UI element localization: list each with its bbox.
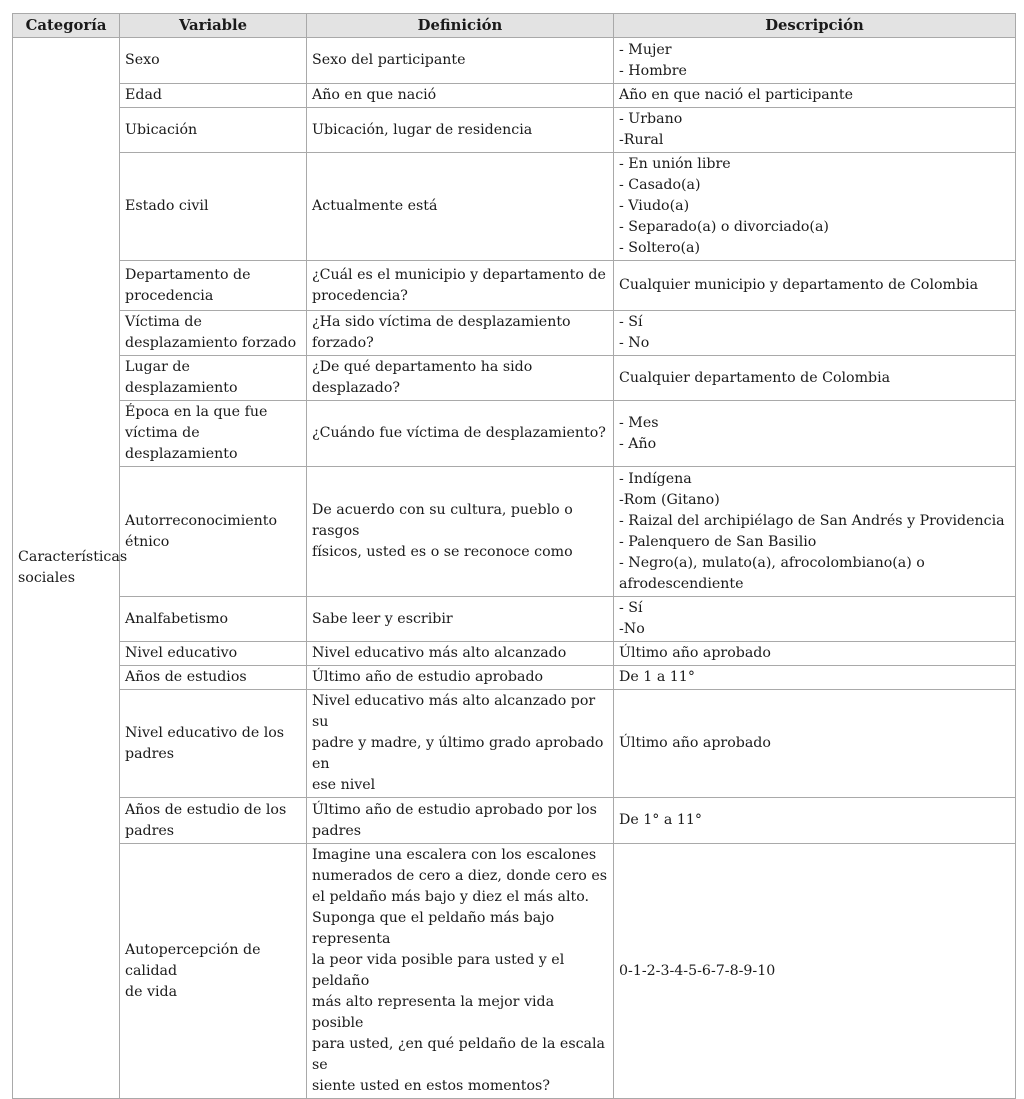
cell-line: Época en la que fue bbox=[125, 404, 268, 420]
cell-line: Edad bbox=[125, 87, 162, 103]
variable-cell bbox=[120, 153, 307, 261]
header-definicion: Definición bbox=[307, 14, 614, 38]
variable-cell bbox=[120, 84, 307, 108]
table-row bbox=[13, 401, 1016, 467]
description-cell bbox=[614, 467, 1016, 597]
cell-line: Sexo del participante bbox=[312, 52, 466, 68]
cell-line: - Negro(a), mulato(a), afrocolombiano(a) o bbox=[619, 554, 925, 571]
cell-line: -No bbox=[619, 621, 645, 637]
table-row bbox=[13, 84, 1016, 108]
table-row bbox=[13, 153, 1016, 261]
cell-line: Cualquier municipio y departamento de Colombia bbox=[619, 277, 979, 293]
cell-line: Lugar de desplazamiento bbox=[125, 359, 238, 396]
cell-line: Autopercepción de calidad bbox=[125, 941, 261, 979]
cell-line: padres bbox=[125, 745, 175, 762]
table-row bbox=[13, 38, 1016, 84]
variable-cell bbox=[120, 356, 307, 401]
variable-cell bbox=[120, 798, 307, 844]
description-cell bbox=[614, 642, 1016, 666]
cell-line: Departamento de bbox=[125, 266, 251, 283]
definition-cell bbox=[307, 153, 614, 261]
cell-line: Estado civil bbox=[125, 198, 209, 214]
cell-line: padre y madre, y último grado aprobado en bbox=[312, 735, 604, 772]
cell-line: Cualquier departamento de Colombia bbox=[619, 369, 891, 386]
table-row bbox=[13, 666, 1016, 690]
category-cell bbox=[13, 38, 128, 1099]
cell-line: desplazamiento forzado bbox=[125, 335, 297, 351]
variable-cell bbox=[120, 844, 307, 1099]
definition-cell bbox=[307, 38, 614, 84]
table-row bbox=[13, 356, 1016, 401]
cell-line: más alto representa la mejor vida posible bbox=[312, 994, 555, 1031]
definition-cell bbox=[307, 642, 614, 666]
cell-line: Ubicación, lugar de residencia bbox=[312, 121, 533, 138]
description-cell bbox=[614, 401, 1016, 467]
variables-table bbox=[12, 13, 1016, 1099]
cell-line: -Rural bbox=[619, 132, 664, 148]
cell-line: siente usted en estos momentos? bbox=[312, 1078, 550, 1094]
cell-line: para usted, ¿en qué peldaño de la escala se bbox=[312, 1036, 605, 1073]
variable-cell bbox=[120, 108, 307, 153]
table-row bbox=[13, 467, 1016, 597]
cell-line: Nivel educativo bbox=[125, 645, 238, 661]
definition-cell bbox=[307, 108, 614, 153]
cell-line: - Hombre bbox=[619, 62, 687, 79]
header-descripcion: Descripción bbox=[614, 14, 1016, 38]
cell-line: - Separado(a) o divorciado(a) bbox=[619, 219, 829, 235]
cell-line: ¿Cuándo fue víctima de desplazamiento? bbox=[312, 425, 606, 441]
cell-line: físicos, usted es o se reconoce como bbox=[312, 544, 573, 560]
cell-line: - Viudo(a) bbox=[619, 198, 690, 214]
cell-line: - Sí bbox=[619, 314, 643, 330]
cell-line: Autorreconocimiento bbox=[125, 512, 278, 529]
definition-cell bbox=[307, 467, 614, 597]
cell-line: - Palenquero de San Basilio bbox=[619, 533, 817, 550]
cell-line: víctima de desplazamiento bbox=[125, 425, 238, 462]
cell-line: el peldaño más bajo y diez el más alto. bbox=[312, 889, 590, 905]
variable-cell bbox=[120, 690, 307, 798]
cell-line: - Soltero(a) bbox=[619, 240, 701, 256]
header-categoria: Categoría bbox=[13, 14, 120, 38]
variables-table-container bbox=[12, 13, 1015, 1099]
cell-line: procedencia? bbox=[312, 287, 408, 304]
cell-line: 0-1-2-3-4-5-6-7-8-9-10 bbox=[619, 962, 776, 979]
cell-line: De acuerdo con su cultura, pueblo o rasgos bbox=[312, 502, 573, 539]
description-cell bbox=[614, 356, 1016, 401]
description-cell bbox=[614, 261, 1016, 311]
cell-line: - En unión libre bbox=[619, 156, 731, 172]
definition-cell bbox=[307, 356, 614, 401]
cell-line: -Rom (Gitano) bbox=[619, 491, 720, 508]
cell-line: forzado? bbox=[312, 335, 374, 351]
definition-cell bbox=[307, 690, 614, 798]
cell-line: Años de estudios bbox=[125, 669, 247, 685]
cell-line: - Indígena bbox=[619, 470, 692, 487]
table-row bbox=[13, 108, 1016, 153]
cell-line: procedencia bbox=[125, 287, 214, 304]
description-cell bbox=[614, 597, 1016, 642]
table-row bbox=[13, 690, 1016, 798]
cell-line: ¿Cuál es el municipio y departamento de bbox=[312, 266, 606, 283]
cell-line: afrodescendiente bbox=[619, 575, 744, 592]
variable-cell bbox=[120, 401, 307, 467]
variable-cell bbox=[120, 597, 307, 642]
cell-line: Suponga que el peldaño más bajo representa bbox=[312, 910, 555, 947]
cell-line: la peor vida posible para usted y el peldaño bbox=[312, 952, 565, 989]
header-row bbox=[13, 14, 1016, 38]
variable-cell bbox=[120, 311, 307, 356]
definition-cell bbox=[307, 844, 614, 1099]
definition-cell bbox=[307, 798, 614, 844]
variable-cell bbox=[120, 38, 307, 84]
cell-line: ¿De qué departamento ha sido desplazado? bbox=[312, 359, 533, 396]
table-row bbox=[13, 642, 1016, 666]
definition-cell bbox=[307, 84, 614, 108]
cell-line: Víctima de bbox=[125, 314, 202, 330]
cell-line: Último año de estudio aprobado bbox=[312, 669, 544, 685]
cell-line: Sabe leer y escribir bbox=[312, 610, 453, 627]
definition-cell bbox=[307, 261, 614, 311]
variable-cell bbox=[120, 261, 307, 311]
cell-line: numerados de cero a diez, donde cero es bbox=[312, 868, 608, 884]
cell-line: Nivel educativo más alto alcanzado por su bbox=[312, 693, 596, 730]
cell-line: Analfabetismo bbox=[125, 610, 229, 627]
table-body bbox=[13, 38, 1016, 1099]
cell-line: - Urbano bbox=[619, 111, 683, 127]
description-cell bbox=[614, 844, 1016, 1099]
variable-cell bbox=[120, 467, 307, 597]
description-cell bbox=[614, 153, 1016, 261]
table-row bbox=[13, 597, 1016, 642]
definition-cell bbox=[307, 311, 614, 356]
cell-line: - No bbox=[619, 335, 650, 351]
cell-line: Actualmente está bbox=[312, 198, 438, 214]
cell-line: - Sí bbox=[619, 600, 643, 616]
cell-line: ¿Ha sido víctima de desplazamiento bbox=[312, 314, 571, 330]
cell-line: de vida bbox=[125, 983, 178, 1000]
description-cell bbox=[614, 666, 1016, 690]
definition-cell bbox=[307, 401, 614, 467]
description-cell bbox=[614, 38, 1016, 84]
definition-cell bbox=[307, 666, 614, 690]
cell-line: - Mes bbox=[619, 414, 659, 431]
cell-line: Nivel educativo de los bbox=[125, 724, 285, 741]
cell-line: Características bbox=[18, 549, 128, 565]
cell-line: Sexo bbox=[125, 52, 160, 68]
cell-line: padres bbox=[125, 822, 175, 839]
cell-line: De 1° a 11° bbox=[619, 812, 703, 828]
description-cell bbox=[614, 690, 1016, 798]
description-cell bbox=[614, 108, 1016, 153]
description-cell bbox=[614, 84, 1016, 108]
description-cell bbox=[614, 311, 1016, 356]
cell-line: Ubicación bbox=[125, 121, 198, 138]
table-row bbox=[13, 798, 1016, 844]
cell-line: Último año aprobado bbox=[619, 735, 771, 751]
cell-line: - Casado(a) bbox=[619, 177, 701, 193]
cell-line: - Raizal del archipiélago de San Andrés y Providencia bbox=[619, 512, 1005, 529]
variable-cell bbox=[120, 666, 307, 690]
cell-line: Año en que nació el participante bbox=[619, 87, 853, 103]
cell-line: Último año de estudio aprobado por los bbox=[312, 801, 597, 818]
description-cell bbox=[614, 798, 1016, 844]
table-row bbox=[13, 311, 1016, 356]
cell-line: Último año aprobado bbox=[619, 645, 771, 661]
cell-line: De 1 a 11° bbox=[619, 669, 695, 685]
variable-cell bbox=[120, 642, 307, 666]
cell-line: Nivel educativo más alto alcanzado bbox=[312, 645, 567, 661]
cell-line: sociales bbox=[18, 570, 75, 586]
cell-line: padres bbox=[312, 822, 362, 839]
cell-line: Años de estudio de los bbox=[125, 801, 287, 818]
cell-line: étnico bbox=[125, 533, 170, 550]
header-variable: Variable bbox=[120, 14, 307, 38]
table-row bbox=[13, 844, 1016, 1099]
table-row bbox=[13, 261, 1016, 311]
cell-line: - Mujer bbox=[619, 41, 672, 58]
cell-line: Año en que nació bbox=[312, 87, 437, 103]
definition-cell bbox=[307, 597, 614, 642]
cell-line: - Año bbox=[619, 435, 657, 452]
cell-line: Imagine una escalera con los escalones bbox=[312, 847, 597, 863]
cell-line: ese nivel bbox=[312, 777, 376, 793]
